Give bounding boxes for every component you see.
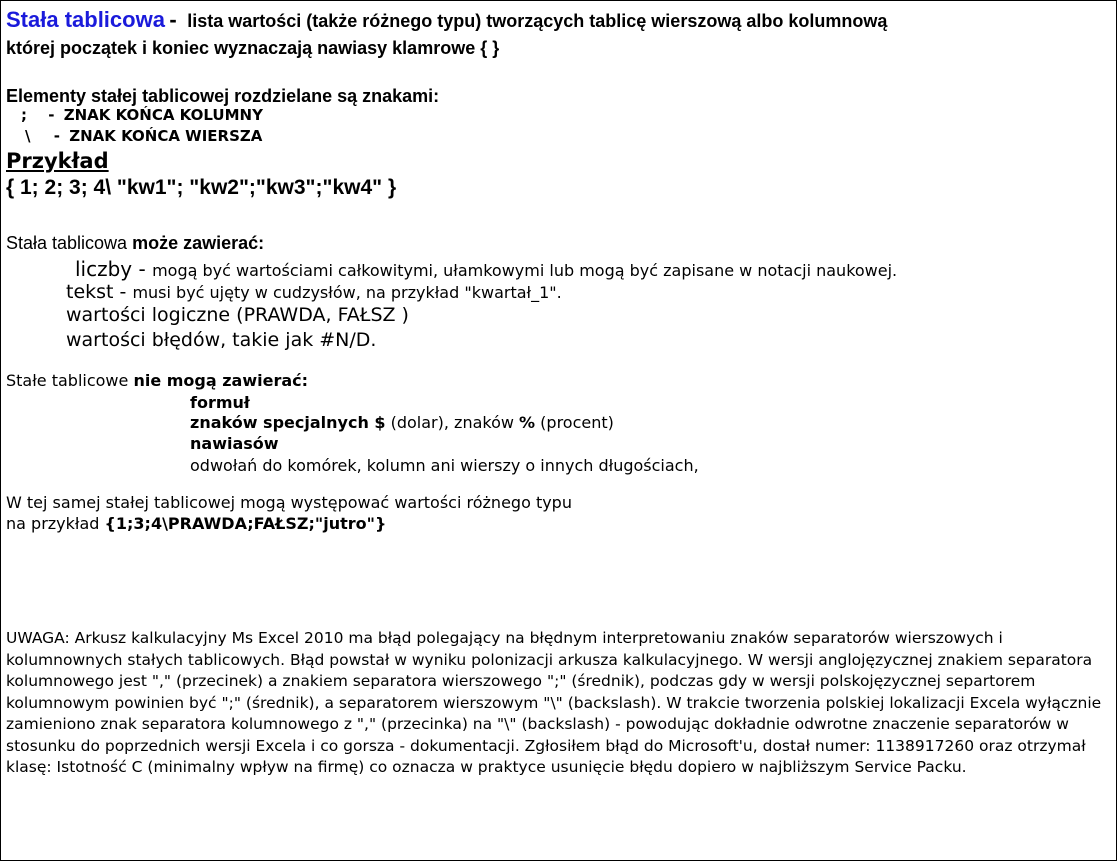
mixed-line-1: W tej samej stałej tablicowej mogą występować wartości różnego typu: [6, 493, 572, 512]
may-contain-lead-bold: może zawierać:: [132, 233, 265, 253]
may-not-contain-heading: [6, 371, 308, 390]
may-contain-item-numbers: [75, 257, 897, 281]
separator-column-dash: -: [48, 106, 55, 124]
may-contain-item-logical: wartości logiczne (PRAWDA, FAŁSZ ): [66, 304, 409, 326]
numbers-desc: mogą być wartościami całkowitymi, ułamkowymi lub mogą być zapisane w notacji naukowej.: [152, 261, 898, 280]
special-bold-2: %: [519, 413, 536, 432]
separators-heading: Elementy stałej tablicowej rozdzielane są znakami:: [6, 86, 440, 106]
may-not-item-formulas: formuł: [190, 393, 250, 412]
separator-row-dash: -: [53, 127, 60, 145]
title-definition-2: której początek i koniec wyznaczają nawiasy klamrowe { }: [6, 38, 500, 58]
title-dash: -: [169, 7, 177, 32]
example-value: { 1; 2; 3; 4\ "kw1"; "kw2";"kw3";"kw4" }: [6, 176, 397, 199]
separator-row-sign: \: [25, 127, 31, 145]
separator-row-text: ZNAK KOŃCA WIERSZA: [69, 127, 263, 145]
mixed-example: {1;3;4\PRAWDA;FAŁSZ;"jutro"}: [104, 514, 387, 533]
title-definition-1: lista wartości (także różnego typu) tworzących tablicę wierszową albo kolumnową: [187, 11, 888, 31]
separator-column-sign: ;: [21, 106, 27, 124]
example-heading: Przykład: [6, 149, 109, 173]
mixed-prefix: na przykład: [6, 514, 105, 533]
numbers-term: liczby: [75, 257, 133, 281]
may-not-item-brackets: nawiasów: [190, 434, 279, 453]
title-line: [6, 7, 887, 33]
may-contain-item-errors: wartości błędów, takie jak #N/D.: [66, 329, 377, 351]
separator-column: [21, 106, 263, 124]
mixed-line-2: [6, 514, 386, 533]
title-term: Stała tablicowa: [6, 7, 165, 32]
may-not-item-references: odwołań do komórek, kolumn ani wierszy o innych długościach,: [190, 456, 699, 475]
separator-row: [25, 127, 262, 145]
separator-column-text: ZNAK KOŃCA KOLUMNY: [63, 106, 263, 124]
special-text-2: (procent): [535, 413, 614, 432]
may-not-contain-lead-bold: nie mogą zawierać:: [133, 371, 309, 390]
may-not-item-special: [190, 413, 614, 432]
special-bold-1: znaków specjalnych $: [190, 413, 386, 432]
may-contain-heading: [6, 233, 264, 254]
warning-paragraph: UWAGA: Arkusz kalkulacyjny Ms Excel 2010 ma błąd polegający na błędnym interpretowaniu znaków separatorów wierszowych i kolumnownych stałych tablicowych. Błąd powstał w wyniku polonizacji arkusza kalkulacyjnego. W wersji anglojęzycznej znakiem separatora kolumnowego jest "," (przecinek) a znakiem separatora wierszowego ";" (średnik), podczas gdy w wersji polskojęzycznej separtorem kolumnowym powinien być ";" (średnik), a separatorem wierszowym "\" (backslash). W trakcie tworzenia polskiej lokalizacji Excela wyłącznie zamieniono znak separatora kolumnowego z "," (przecinka) na "\" (backslash) - powodując dokładnie odwrotne znaczenie separatorów w stosunku do poprzednich wersji Excela i co gorsza - dokumentacji. Zgłosiłem błąd do Microsoft'u, dostał numer: 1138917260 oraz otrzymał klasę: Istotność C (minimalny wpływ na firmę) co oznacza w praktyce usunięcie błędu dopiero w najbliższym Service Packu.: [6, 629, 1102, 776]
may-not-contain-lead: Stałe tablicowe: [6, 371, 134, 390]
special-text-1: (dolar), znaków: [385, 413, 520, 432]
text-desc: musi być ujęty w cudzysłów, na przykład "kwartał_1".: [132, 283, 562, 302]
text-dash: -: [113, 281, 133, 303]
numbers-dash: -: [132, 257, 153, 281]
text-term: tekst: [66, 281, 114, 303]
may-contain-lead: Stała tablicowa: [6, 233, 133, 253]
may-contain-item-text: [66, 281, 562, 303]
